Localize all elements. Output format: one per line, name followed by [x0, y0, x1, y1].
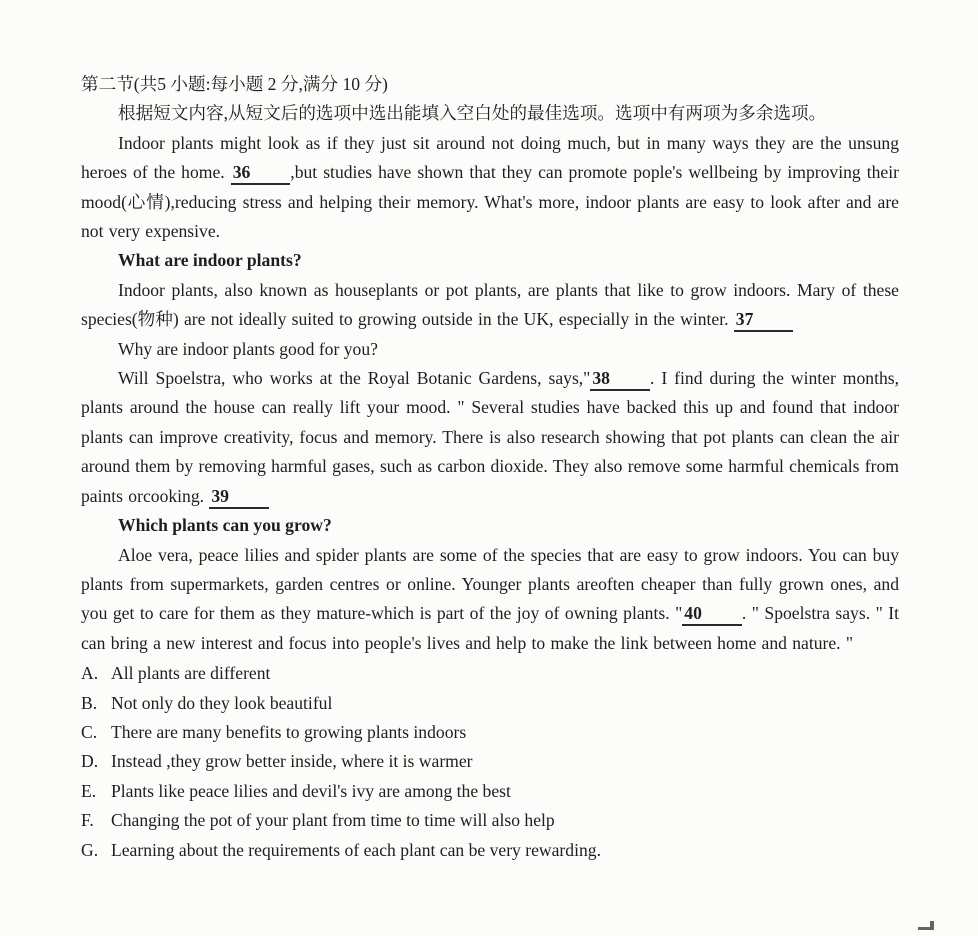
options-list: [81, 659, 899, 865]
option-g-text: Learning about the requirements of each plant can be very rewarding.: [111, 839, 601, 860]
text-segment: . I find during the winter months, plants around the house can really lift your mood. " Several studies have backed this up and found that indoor plants can improve creativity, focus and memory. There is also research showing that pot plants can clean the air around them by removing harmful gases, such as carbon dioxide. They also remove some harmful chemicals from paints orcooking.: [81, 368, 900, 506]
exam-page: [81, 70, 899, 865]
option-e-label: E.: [81, 780, 97, 801]
blank-38: 38: [590, 368, 650, 391]
option-c-text: There are many benefits to growing plants indoors: [111, 721, 467, 742]
option-g: [81, 836, 899, 865]
text-segment: . " Spoelstra says. " It can bring a new interest and focus into people's lives and help to make the link between home and nature. ": [81, 603, 900, 653]
text-segment: Indoor plants, also known as houseplants or pot plants, are plants that like to grow indoors. Mary of these species(物种) are not ideally suited to growing outside in the UK, especially in the winter.: [81, 279, 899, 330]
section-title: 第二节(共5 小题:每小题 2 分,满分 10 分): [81, 74, 388, 94]
option-d: [81, 747, 899, 776]
heading-why-are-indoor-plants-good: Why are indoor plants good for you?: [118, 338, 378, 359]
option-a-label: A.: [81, 663, 99, 684]
paragraph-what-are-indoor-plants: [81, 276, 899, 335]
option-d-text: Instead ,they grow better inside, where it is warmer: [111, 751, 473, 772]
text-segment: Aloe vera, peace lilies and spider plants are some of the species that are easy to grow indoors. You can buy plants from supermarkets, garden centres or online. Younger plants areoften cheaper than fully grown ones, and you get to care for them as they mature-which is part of the joy of owning plants. ": [81, 544, 899, 624]
option-c-label: C.: [81, 721, 98, 742]
blank-39: 39: [209, 486, 269, 509]
option-f-label: F.: [81, 810, 94, 831]
option-c: [81, 718, 899, 747]
scan-artifact: [918, 921, 934, 930]
instructions: 根据短文内容,从短文后的选项中选出能填入空白处的最佳选项。选项中有两项为多余选项。: [118, 103, 827, 124]
heading-what-are-indoor-plants: What are indoor plants?: [118, 250, 302, 271]
option-d-label: D.: [81, 751, 99, 772]
option-a-text: All plants are different: [111, 663, 271, 684]
heading-which-plants-can-you-grow: Which plants can you grow?: [118, 515, 332, 536]
option-a: [81, 659, 899, 688]
text-segment: ,but studies have shown that they can promote pople's wellbeing by improving their mood(心情),reducing stress and helping their memory. What's more, indoor plants are easy to look after and are not very expensive.: [81, 162, 899, 242]
option-b-label: B.: [81, 692, 98, 713]
option-f-text: Changing the pot of your plant from time to time will also help: [111, 810, 555, 831]
option-f: [81, 806, 899, 835]
paragraph-which-plants: [81, 541, 899, 659]
text-segment: Indoor plants might look as if they just sit around not doing much, but in many ways they are the unsung heroes of the home.: [81, 132, 899, 183]
blank-37: 37: [734, 309, 794, 332]
blank-40: 40: [682, 603, 742, 626]
option-b-text: Not only do they look beautiful: [111, 692, 333, 713]
option-b: [81, 689, 899, 718]
text-segment: Will Spoelstra, who works at the Royal Botanic Gardens, says,": [118, 368, 591, 389]
option-g-label: G.: [81, 839, 99, 860]
option-e-text: Plants like peace lilies and devil's ivy are among the best: [111, 780, 511, 801]
option-e: [81, 777, 899, 806]
paragraph-why-good-for-you: [81, 364, 899, 511]
paragraph-intro: [81, 129, 899, 247]
blank-36: 36: [231, 162, 291, 185]
